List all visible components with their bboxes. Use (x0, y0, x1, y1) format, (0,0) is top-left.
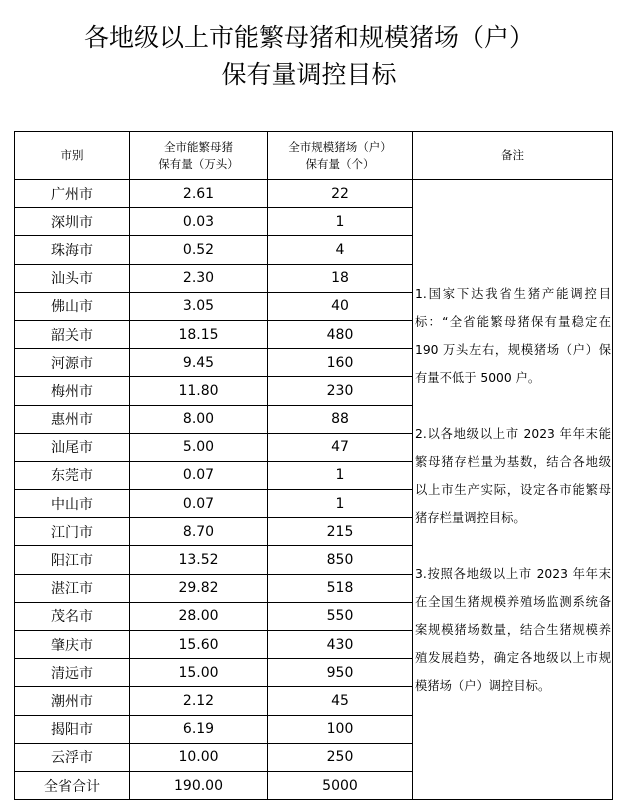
cell-farms: 100 (268, 715, 413, 743)
cell-city: 茂名市 (15, 602, 130, 630)
header-sows-line2: 保有量（万头） (158, 156, 239, 171)
cell-city: 汕头市 (15, 264, 130, 292)
cell-sows: 2.61 (130, 180, 268, 208)
cell-sows: 2.30 (130, 264, 268, 292)
cell-sows: 0.07 (130, 490, 268, 518)
header-sows-line1: 全市能繁母猪 (164, 139, 233, 154)
cell-city: 湛江市 (15, 574, 130, 602)
cell-farms: 1 (268, 208, 413, 236)
cell-sows: 5.00 (130, 433, 268, 461)
cell-city: 肇庆市 (15, 631, 130, 659)
cell-sows: 9.45 (130, 349, 268, 377)
cell-sows: 13.52 (130, 546, 268, 574)
cell-farms: 4 (268, 236, 413, 264)
cell-sows: 15.00 (130, 659, 268, 687)
cell-city: 江门市 (15, 518, 130, 546)
table-header-row (15, 132, 613, 180)
cell-farms: 88 (268, 405, 413, 433)
header-farms (268, 132, 413, 180)
table-row (15, 180, 613, 208)
cell-city: 广州市 (15, 180, 130, 208)
cell-sows: 11.80 (130, 377, 268, 405)
cell-farms: 40 (268, 292, 413, 320)
cell-city: 惠州市 (15, 405, 130, 433)
cell-farms: 5000 (268, 771, 413, 799)
cell-farms: 250 (268, 743, 413, 771)
cell-farms: 215 (268, 518, 413, 546)
cell-city: 揭阳市 (15, 715, 130, 743)
cell-farms: 950 (268, 659, 413, 687)
header-city: 市别 (15, 132, 130, 180)
cell-farms: 230 (268, 377, 413, 405)
cell-farms: 550 (268, 602, 413, 630)
header-farms-line2: 保有量（个） (305, 156, 375, 171)
cell-farms: 47 (268, 433, 413, 461)
cell-farms: 22 (268, 180, 413, 208)
cell-sows: 6.19 (130, 715, 268, 743)
cell-city: 韶关市 (15, 320, 130, 348)
cell-farms: 18 (268, 264, 413, 292)
cell-city: 潮州市 (15, 687, 130, 715)
cell-farms: 480 (268, 320, 413, 348)
targets-table (14, 131, 613, 800)
cell-city: 汕尾市 (15, 433, 130, 461)
cell-farms: 850 (268, 546, 413, 574)
note-paragraph: 1.国家下达我省生猪产能调控目标：“全省能繁母猪保有量稳定在 190 万头左右，规模猪场（户）保有量不低于 5000 户。 (415, 286, 611, 385)
cell-sows: 29.82 (130, 574, 268, 602)
header-sows (130, 132, 268, 180)
header-farms-line1: 全市规模猪场（户） (288, 139, 392, 154)
cell-farms: 1 (268, 461, 413, 489)
cell-farms: 45 (268, 687, 413, 715)
cell-city: 东莞市 (15, 461, 130, 489)
cell-farms: 160 (268, 349, 413, 377)
cell-sows: 190.00 (130, 771, 268, 799)
cell-sows: 15.60 (130, 631, 268, 659)
cell-farms: 1 (268, 490, 413, 518)
cell-sows: 2.12 (130, 687, 268, 715)
cell-farms: 518 (268, 574, 413, 602)
header-notes: 备注 (413, 132, 613, 180)
cell-city: 河源市 (15, 349, 130, 377)
cell-city: 阳江市 (15, 546, 130, 574)
cell-sows: 3.05 (130, 292, 268, 320)
cell-sows: 0.52 (130, 236, 268, 264)
document-title-line1: 各地级以上市能繁母猪和规模猪场（户） (83, 23, 534, 52)
cell-city: 梅州市 (15, 377, 130, 405)
cell-sows: 28.00 (130, 602, 268, 630)
notes-cell (413, 180, 613, 800)
cell-city: 深圳市 (15, 208, 130, 236)
cell-city: 珠海市 (15, 236, 130, 264)
note-paragraph: 2.以各地级以上市 2023 年年末能繁母猪存栏量为基数，结合各地级以上市生产实际，设定各市能繁母猪存栏量调控目标。 (415, 426, 611, 525)
cell-city: 佛山市 (15, 292, 130, 320)
document-title-line2: 保有量调控目标 (221, 60, 397, 89)
cell-city: 云浮市 (15, 743, 130, 771)
cell-sows: 18.15 (130, 320, 268, 348)
cell-sows: 10.00 (130, 743, 268, 771)
cell-sows: 0.03 (130, 208, 268, 236)
cell-city: 清远市 (15, 659, 130, 687)
cell-city: 全省合计 (15, 771, 130, 799)
cell-farms: 430 (268, 631, 413, 659)
note-paragraph: 3.按照各地级以上市 2023 年年末在全国生猪规模养殖场监测系统备案规模猪场数量，结合生猪规模养殖发展趋势，确定各地级以上市规模猪场（户）调控目标。 (415, 566, 611, 693)
cell-city: 中山市 (15, 490, 130, 518)
cell-sows: 0.07 (130, 461, 268, 489)
cell-sows: 8.00 (130, 405, 268, 433)
cell-sows: 8.70 (130, 518, 268, 546)
